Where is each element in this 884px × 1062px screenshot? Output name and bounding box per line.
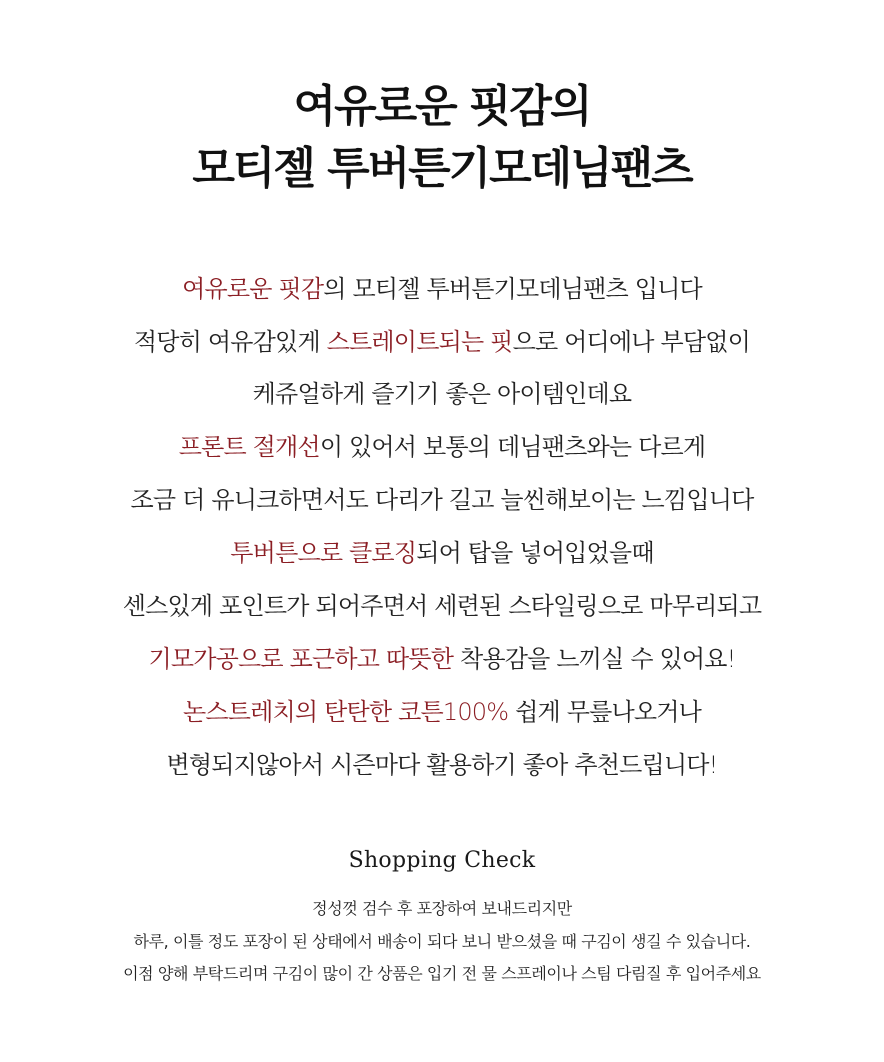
description-text: 의 모티젤 투버튼기모데님팬츠 입니다 — [323, 275, 702, 303]
highlight-text: 스트레이트되는 핏 — [326, 328, 513, 356]
shopping-check-note: 이점 양해 부탁드리며 구김이 많이 간 상품은 입기 전 물 스프레이나 스팀 다림질 후 입어주세요 — [123, 964, 761, 983]
description-text: 변형되지않아서 시즌마다 활용하기 좋아 추천드립니다! — [166, 751, 718, 779]
description-line — [0, 533, 884, 568]
description-line — [0, 480, 884, 515]
description-text: 착용감을 느끼실 수 있어요! — [453, 645, 736, 673]
title-line-1: 여유로운 핏감의 — [293, 81, 591, 132]
description-line — [0, 745, 884, 780]
description-text: 이 있어서 보통의 데님팬츠와는 다르게 — [319, 433, 706, 461]
shopping-check-note: 하루, 이틀 정도 포장이 된 상태에서 배송이 되다 보니 받으셨을 때 구김이 생길 수 있습니다. — [133, 932, 751, 951]
highlight-text: 투버튼으로 클로징 — [230, 539, 417, 567]
highlight-text: 프론트 절개선 — [178, 433, 320, 461]
description-text: 조금 더 유니크하면서도 다리가 길고 늘씬해보이는 느낌입니다 — [130, 486, 754, 514]
description-text: 되어 탑을 넣어입었을때 — [416, 539, 654, 567]
shopping-check-title: Shopping Check — [348, 848, 536, 873]
title-line-2: 모티젤 투버튼기모데님팬츠 — [192, 143, 692, 194]
description-line — [0, 586, 884, 621]
description-text: 으로 어디에나 부담없이 — [512, 328, 751, 356]
description-text: 케쥬얼하게 즐기기 좋은 아이템인데요 — [252, 380, 632, 408]
description-text: 쉽게 무릎나오거나 — [508, 698, 702, 726]
description-line — [0, 322, 884, 357]
description-text: 센스있게 포인트가 되어주면서 세련된 스타일링으로 마무리되고 — [122, 592, 762, 620]
description-line — [0, 374, 884, 409]
description-line — [0, 269, 884, 304]
description-text: 적당히 여유감있게 — [133, 328, 327, 356]
highlight-text: 논스트레치의 탄탄한 코튼100% — [182, 698, 509, 726]
shopping-check-note: 정성껏 검수 후 포장하여 보내드리지만 — [312, 899, 572, 918]
highlight-text: 여유로운 핏감 — [182, 275, 324, 303]
description-line — [0, 692, 884, 727]
description-line — [0, 427, 884, 462]
description-line — [0, 639, 884, 674]
highlight-text: 기모가공으로 포근하고 따뜻한 — [148, 645, 454, 673]
